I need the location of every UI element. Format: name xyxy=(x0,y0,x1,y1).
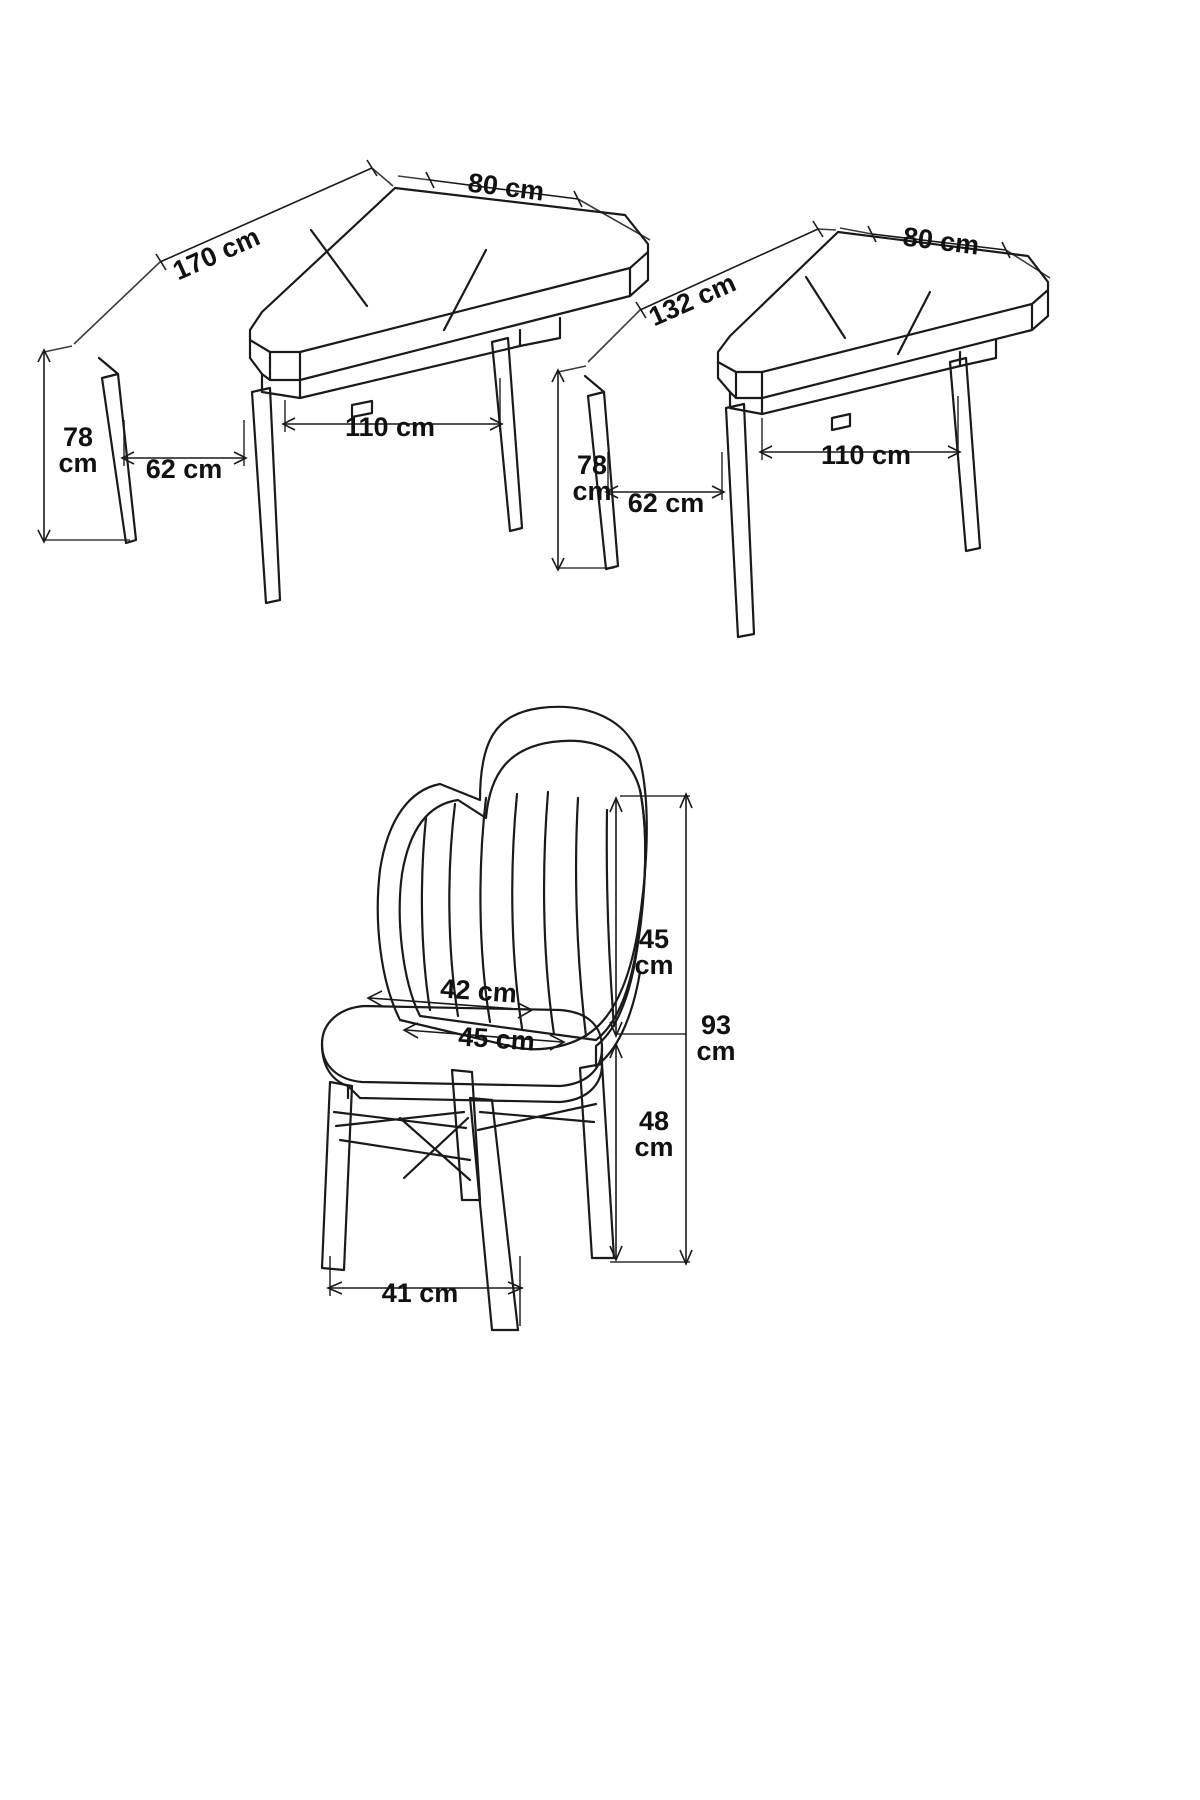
dim-label-45-back-2: cm xyxy=(634,950,674,980)
dim-label-62-ext: 62 cm xyxy=(145,454,223,484)
chair-back-channel-7 xyxy=(607,810,614,1026)
dim-label-48-2: cm xyxy=(634,1132,674,1162)
chair-leg-rear-left xyxy=(452,1070,480,1200)
extline-132-b xyxy=(818,229,836,230)
chair-leg-rear-right xyxy=(580,1064,614,1258)
dim-label-110-closed: 110 cm xyxy=(820,440,912,470)
chair-leg-front-left xyxy=(322,1082,352,1270)
extline-80-a xyxy=(398,176,430,180)
extline-170-b xyxy=(372,168,393,186)
table-leg-back-right xyxy=(492,338,522,531)
dim-label-80-ext: 80 cm xyxy=(466,167,546,207)
dim-label-93-2: cm xyxy=(696,1036,736,1066)
dim-label-78-closed-1: 78 xyxy=(576,450,608,480)
figure-table-closed xyxy=(585,232,1048,637)
leaf-seam-2 xyxy=(444,250,486,330)
table2-left-apron-cap xyxy=(585,376,604,392)
chair-back-channel-1 xyxy=(422,818,430,1010)
center2-latch xyxy=(832,414,850,430)
dim-label-78-closed-2: cm xyxy=(572,476,612,506)
dim-label-78-ext-1: 78 xyxy=(62,422,94,452)
table-left-apron-cap xyxy=(99,358,118,374)
dim-label-42: 42 cm xyxy=(439,973,518,1009)
table-leg-front-right xyxy=(252,388,280,603)
extline-78-top xyxy=(44,346,72,352)
table2-leg-front-right xyxy=(726,404,754,637)
figure-chair xyxy=(322,707,647,1330)
leaf2-seam-1 xyxy=(806,277,845,338)
dim-label-80-closed: 80 cm xyxy=(901,221,981,261)
chair-back-channel-6 xyxy=(576,798,586,1036)
table2-apron xyxy=(730,352,960,414)
dim-label-93-1: 93 xyxy=(700,1010,732,1040)
chair-stretcher-low xyxy=(340,1140,470,1160)
dimtick-170-a xyxy=(156,254,166,270)
tabletop2-top-surface xyxy=(718,232,1048,372)
extline-170-a xyxy=(74,262,160,344)
extline-80b-b xyxy=(1006,250,1050,278)
tabletop-top-surface xyxy=(250,188,648,352)
extline-132-a xyxy=(588,310,640,362)
tabletop2-edge xyxy=(718,290,1048,398)
dim-label-45-width: 45 cm xyxy=(457,1021,536,1057)
chair-stretcher-right-2 xyxy=(480,1112,594,1122)
chair-seat-side xyxy=(322,1044,602,1102)
dim-label-170: 170 cm xyxy=(168,221,265,287)
dim-label-45-back-1: 45 xyxy=(638,924,670,954)
dims-chair xyxy=(328,794,692,1326)
figure-table-extended xyxy=(99,188,648,603)
dim-label-132: 132 cm xyxy=(644,267,741,333)
dim-label-62-closed: 62 cm xyxy=(627,488,705,518)
dim-label-78-ext-2: cm xyxy=(58,448,98,478)
leaf2-seam-2 xyxy=(898,292,930,354)
dim-label-110-ext: 110 cm xyxy=(344,412,436,442)
extline-80-b xyxy=(578,199,650,240)
dim-label-48-1: 48 xyxy=(638,1106,670,1136)
chair-leg-front-right xyxy=(470,1098,518,1330)
dims-table-closed xyxy=(552,221,1050,570)
chair-back-channel-5 xyxy=(544,792,554,1034)
dim-label-41: 41 cm xyxy=(381,1278,459,1308)
